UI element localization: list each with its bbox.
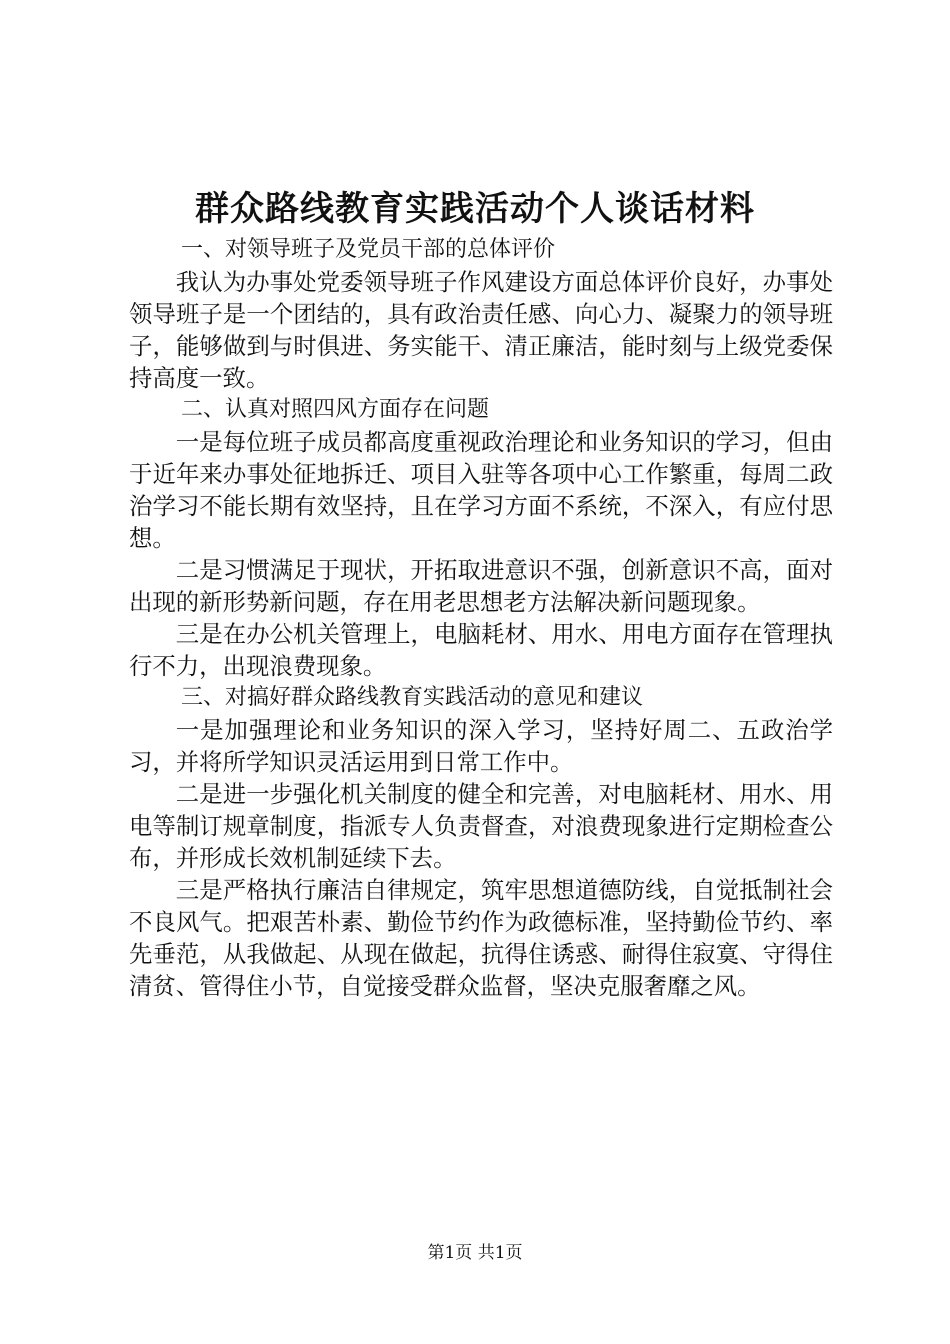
paragraph: 我认为办事处党委领导班子作风建设方面总体评价良好，办事处领导班子是一个团结的，具有政治责任感、向心力、凝聚力的领导班子，能够做到与时俱进、务实能干、清正廉洁，能时刻与上级党委保持高度一致。 <box>129 268 833 392</box>
paragraph: 一是加强理论和业务知识的深入学习，坚持好周二、五政治学习，并将所学知识灵活运用到日常工作中。 <box>129 716 833 776</box>
document-title: 群众路线教育实践活动个人谈话材料 <box>195 189 755 229</box>
paragraph: 三是在办公机关管理上，电脑耗材、用水、用电方面存在管理执行不力，出现浪费现象。 <box>129 620 833 680</box>
paragraph: 二是进一步强化机关制度的健全和完善，对电脑耗材、用水、用电等制订规章制度，指派专人负责督查，对浪费现象进行定期检查公布，并形成长效机制延续下去。 <box>129 780 833 872</box>
section-2 <box>129 394 833 682</box>
section-3 <box>129 682 833 1002</box>
page-number-footer: 第1页 共1页 <box>427 1243 523 1263</box>
paragraph: 一是每位班子成员都高度重视政治理论和业务知识的学习，但由于近年来办事处征地拆迁、项目入驻等各项中心工作繁重，每周二政治学习不能长期有效坚持，且在学习方面不系统，不深入，有应付思想。 <box>129 428 833 552</box>
paragraph: 二是习惯满足于现状，开拓取进意识不强，创新意识不高，面对出现的新形势新问题，存在用老思想老方法解决新问题现象。 <box>129 556 833 616</box>
document-body <box>129 234 833 1002</box>
section-heading: 三、对搞好群众路线教育实践活动的意见和建议 <box>181 685 644 710</box>
section-1 <box>129 234 833 394</box>
paragraph: 三是严格执行廉洁自律规定，筑牢思想道德防线，自觉抵制社会不良风气。把艰苦朴素、勤俭节约作为政德标准，坚持勤俭节约、率先垂范，从我做起、从现在做起，抗得住诱惑、耐得住寂寞、守得住清贫、管得住小节，自觉接受群众监督，坚决克服奢靡之风。 <box>129 876 833 1000</box>
section-heading: 二、认真对照四风方面存在问题 <box>181 397 490 422</box>
section-heading: 一、对领导班子及党员干部的总体评价 <box>181 237 556 262</box>
